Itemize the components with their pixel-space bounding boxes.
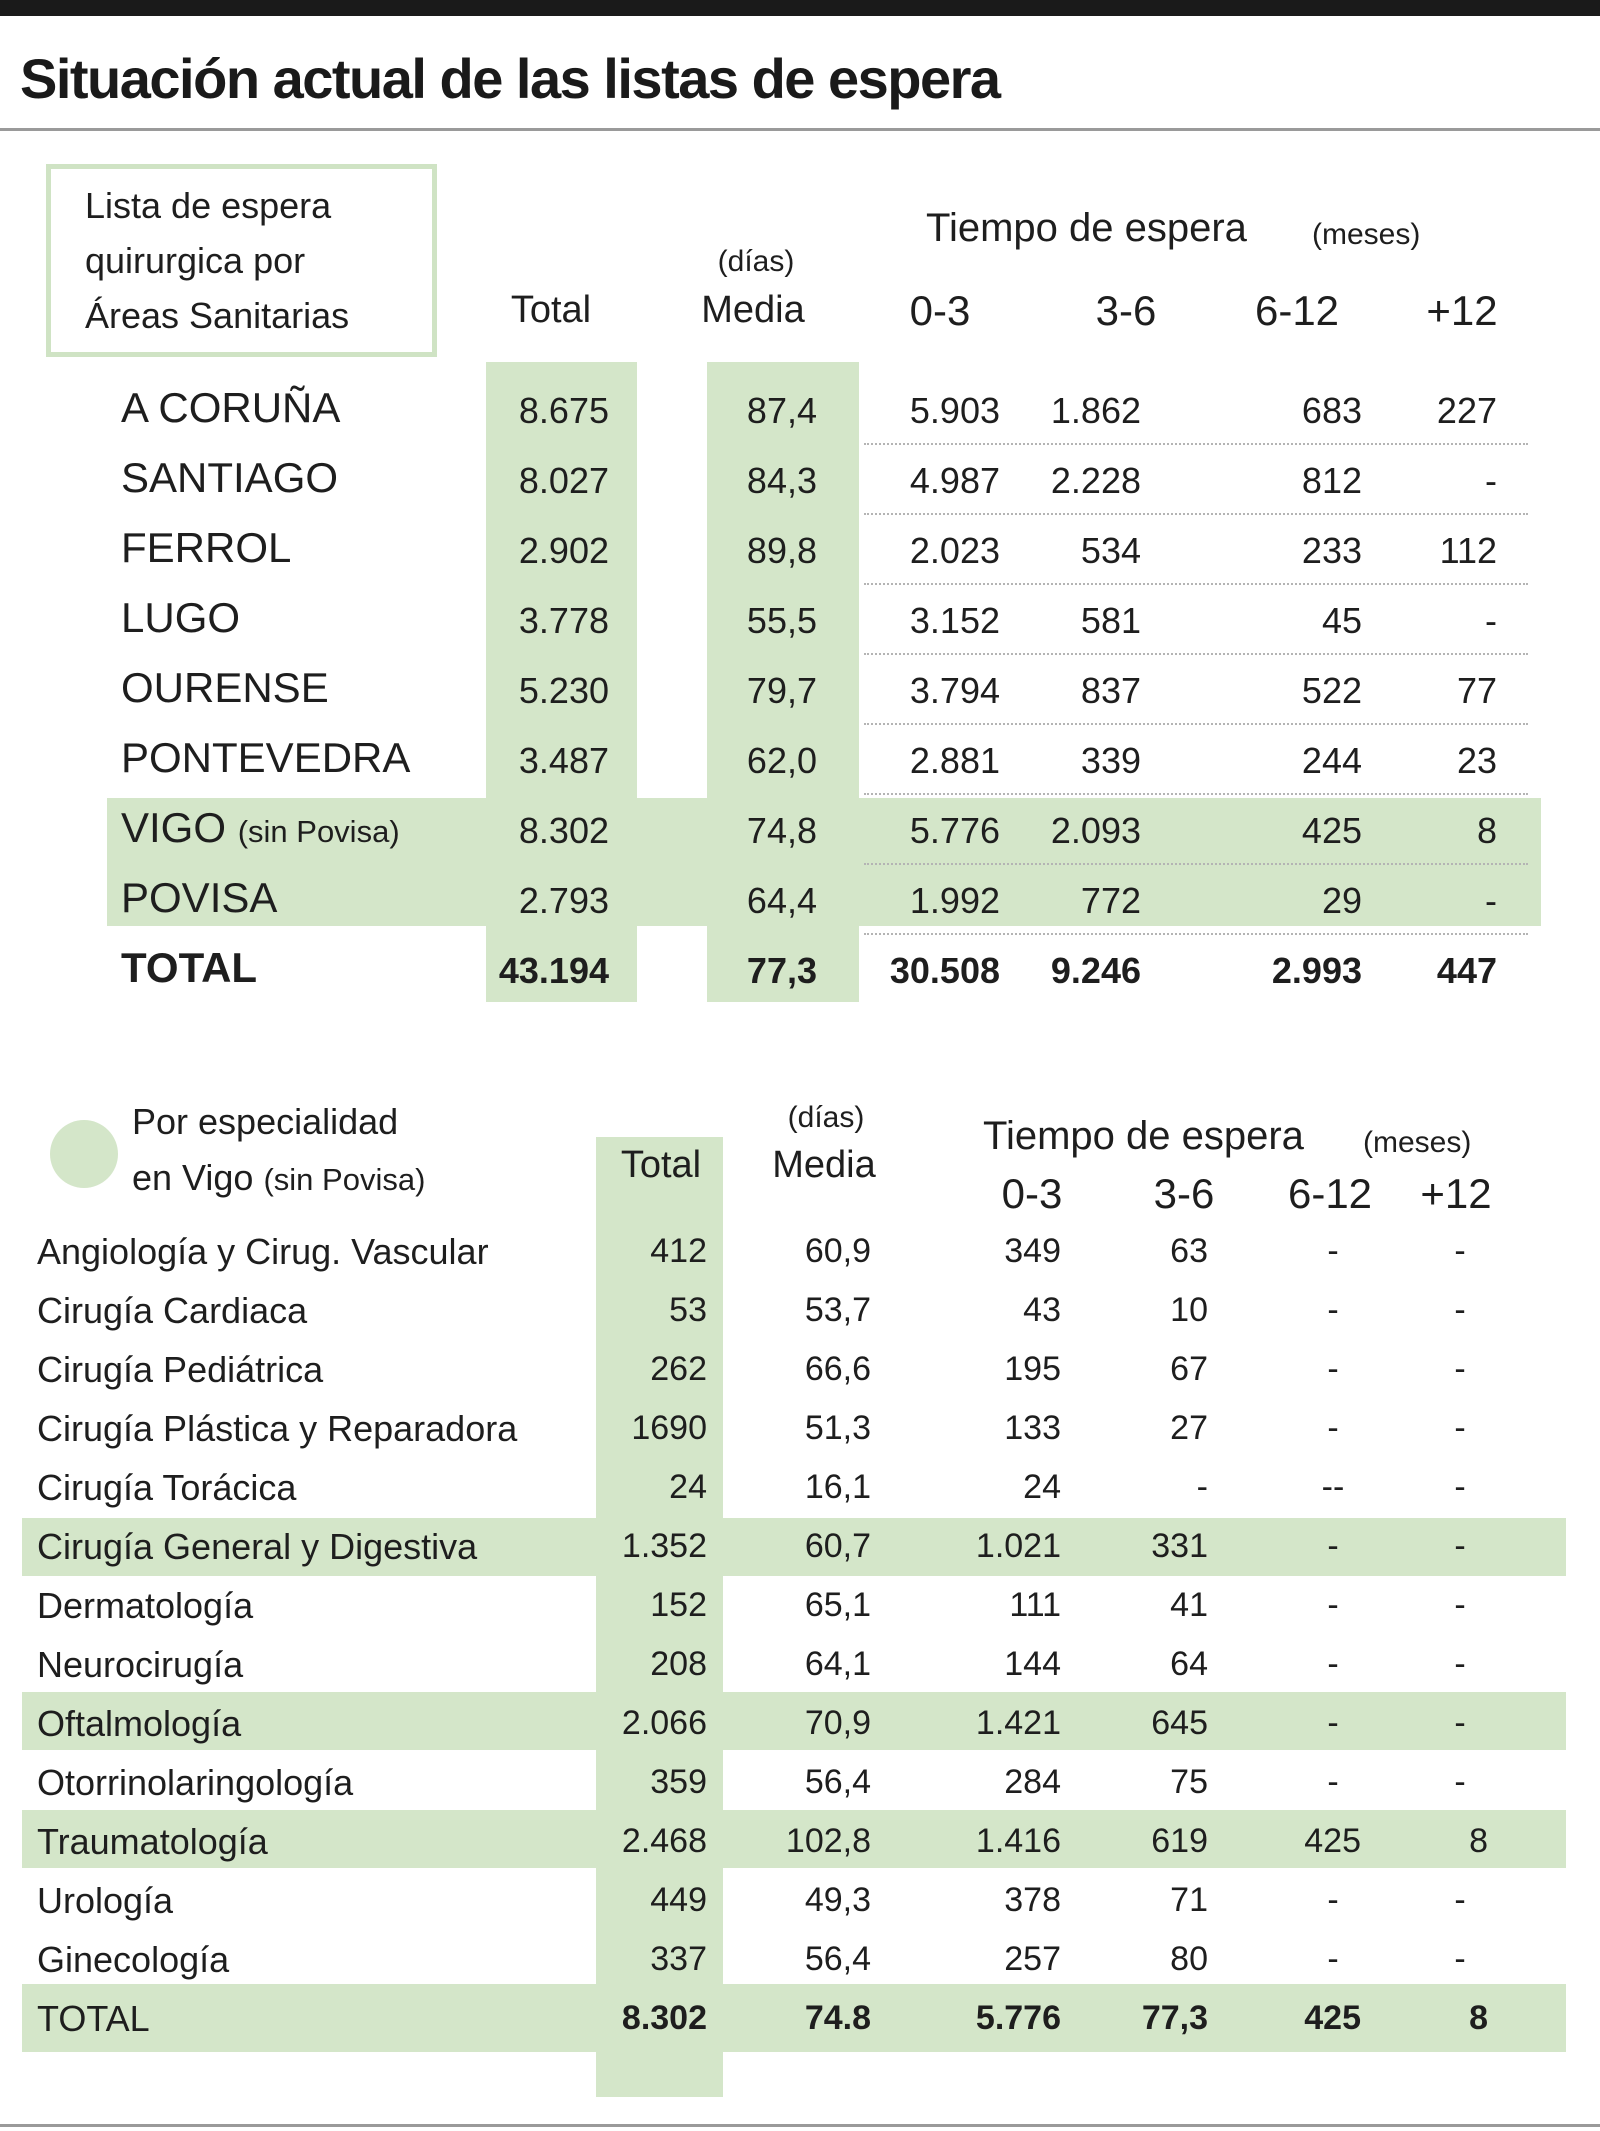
cell-r03: 1.416: [975, 1822, 1061, 1860]
table-row: [0, 656, 1600, 726]
cell-media: 64,1: [804, 1645, 871, 1683]
header-media-s2: Media: [772, 1144, 876, 1186]
cell-total: 5.230: [518, 670, 609, 711]
cell-r36: 64: [1170, 1645, 1208, 1683]
row-separator: [864, 863, 1528, 865]
specialty-name: Angiología y Cirug. Vascular: [37, 1231, 489, 1272]
cell-r612: -: [1327, 1409, 1339, 1447]
table-row: [0, 1517, 1600, 1576]
cell-r12: -: [1454, 1881, 1466, 1919]
cell-r36: 1.862: [1050, 390, 1141, 431]
specialty-name: Oftalmología: [37, 1703, 242, 1744]
cell-r03: 5.903: [909, 390, 1000, 431]
specialty-name: Neurocirugía: [37, 1644, 244, 1685]
cell-r36: 10: [1170, 1291, 1208, 1329]
cell-r03: 24: [1023, 1468, 1061, 1506]
cell-r36: 619: [1151, 1822, 1208, 1860]
cell-r36: 75: [1170, 1763, 1208, 1801]
cell-r612: 425: [1301, 810, 1362, 851]
cell-r03: 30.508: [889, 950, 1000, 991]
area-name-text: PONTEVEDRA: [121, 734, 411, 781]
header-range-12: +12: [1426, 287, 1498, 334]
cell-r36: 41: [1170, 1586, 1208, 1624]
cell-r612: 244: [1301, 740, 1362, 781]
cell-r12: 77: [1456, 670, 1497, 711]
cell-r03: 1.021: [975, 1527, 1061, 1565]
cell-r03: 349: [1004, 1232, 1061, 1270]
row-separator: [864, 723, 1528, 725]
table-row: [0, 866, 1600, 936]
area-name-text: TOTAL: [121, 944, 258, 991]
header-tiempo-s2: Tiempo de espera: [983, 1114, 1304, 1158]
table-row: [0, 376, 1600, 446]
area-name: [121, 664, 329, 712]
cell-r12: -: [1485, 880, 1497, 921]
specialty-name: Urología: [37, 1880, 174, 1921]
row-separator: [864, 793, 1528, 795]
specialty-label-line2: [132, 1157, 425, 1199]
header-total-s2: Total: [620, 1144, 702, 1186]
table-row: [0, 1222, 1600, 1281]
cell-media: 102,8: [785, 1822, 871, 1860]
cell-total: 337: [650, 1940, 707, 1978]
cell-total: 43.194: [498, 950, 609, 991]
specialty-label-line1: Por especialidad: [132, 1101, 399, 1142]
cell-r03: 3.794: [909, 670, 1000, 711]
top-bar: [0, 0, 1600, 16]
specialty-label-sub: (sin Povisa): [263, 1162, 426, 1197]
cell-r36: 77,3: [1141, 1999, 1208, 2037]
specialty-name: Cirugía Pediátrica: [37, 1349, 324, 1390]
cell-r12: -: [1485, 460, 1497, 501]
cell-r612: 522: [1301, 670, 1362, 711]
specialty-name: Dermatología: [37, 1585, 254, 1626]
cell-r612: --: [1321, 1468, 1345, 1506]
cell-media: 60,9: [804, 1232, 871, 1270]
cell-media: 89,8: [746, 530, 817, 571]
cell-r612: -: [1327, 1763, 1339, 1801]
cell-r03: 3.152: [909, 600, 1000, 641]
header-tiempo-unit: (meses): [1312, 218, 1421, 251]
cell-r03: 378: [1004, 1881, 1061, 1919]
cell-total: 8.027: [518, 460, 609, 501]
cell-r612: 2.993: [1271, 950, 1362, 991]
table-row: [0, 586, 1600, 656]
cell-r12: -: [1454, 1291, 1466, 1329]
cell-r612: -: [1327, 1881, 1339, 1919]
cell-r612: 29: [1321, 880, 1362, 921]
cell-r612: 425: [1304, 1999, 1361, 2037]
cell-total: 2.468: [621, 1822, 707, 1860]
specialty-label-city: en Vigo: [132, 1157, 254, 1198]
cell-total: 8.302: [621, 1999, 707, 2037]
cell-media: 62,0: [746, 740, 817, 781]
cell-r612: 812: [1301, 460, 1362, 501]
cell-r12: -: [1454, 1586, 1466, 1624]
cell-r12: -: [1454, 1350, 1466, 1388]
cell-r12: 8: [1469, 1999, 1488, 2037]
cell-r36: 772: [1080, 880, 1141, 921]
cell-media: 49,3: [804, 1881, 871, 1919]
cell-r612: -: [1327, 1645, 1339, 1683]
cell-r03: 2.881: [909, 740, 1000, 781]
cell-r36: 2.093: [1050, 810, 1141, 851]
cell-r612: -: [1327, 1704, 1339, 1742]
cell-r03: 257: [1004, 1940, 1061, 1978]
area-name: [121, 734, 410, 782]
cell-r36: 67: [1170, 1350, 1208, 1388]
cell-r12: 447: [1436, 950, 1497, 991]
title-rule: [0, 128, 1600, 131]
cell-r03: 1.421: [975, 1704, 1061, 1742]
cell-r03: 284: [1004, 1763, 1061, 1801]
table-row: [0, 936, 1600, 1006]
area-name-text: POVISA: [121, 874, 278, 921]
table-row: [0, 1930, 1600, 1989]
cell-r12: -: [1454, 1940, 1466, 1978]
cell-total: 3.487: [518, 740, 609, 781]
cell-r03: 111: [1009, 1586, 1061, 1624]
specialty-name: Ginecología: [37, 1939, 230, 1980]
cell-media: 66,6: [804, 1350, 871, 1388]
table-row: [0, 796, 1600, 866]
specialty-name: Cirugía General y Digestiva: [37, 1526, 478, 1567]
cell-r36: 331: [1151, 1527, 1208, 1565]
cell-total: 24: [669, 1468, 707, 1506]
area-name-sub: (sin Povisa): [237, 814, 400, 849]
row-separator: [864, 513, 1528, 515]
cell-r36: 339: [1080, 740, 1141, 781]
cell-r36: 71: [1170, 1881, 1208, 1919]
header-range-3-6-s2: 3-6: [1153, 1170, 1215, 1217]
row-separator: [864, 653, 1528, 655]
cell-r12: 112: [1439, 530, 1497, 571]
cell-r12: -: [1454, 1645, 1466, 1683]
header-media: Media: [701, 289, 805, 331]
cell-media: 60,7: [804, 1527, 871, 1565]
area-name-text: FERROL: [121, 524, 292, 571]
table-row: [0, 1281, 1600, 1340]
header-range-6-12: 6-12: [1254, 287, 1340, 334]
cell-r36: -: [1196, 1468, 1208, 1506]
cell-media: 56,4: [804, 1940, 871, 1978]
table-row: [0, 1576, 1600, 1635]
cell-media: 16,1: [804, 1468, 871, 1506]
area-name: [121, 804, 400, 852]
cell-r12: -: [1454, 1704, 1466, 1742]
table-row: [0, 516, 1600, 586]
cell-r36: 581: [1080, 600, 1141, 641]
cell-total: 2.793: [518, 880, 609, 921]
header-range-12-s2: +12: [1420, 1170, 1492, 1217]
cell-total: 262: [650, 1350, 707, 1388]
cell-r03: 133: [1004, 1409, 1061, 1447]
table-row: [0, 1753, 1600, 1812]
cell-total: 1.352: [621, 1527, 707, 1565]
cell-media: 53,7: [804, 1291, 871, 1329]
areas-label-line: Lista de espera: [85, 185, 332, 226]
cell-r612: -: [1327, 1291, 1339, 1329]
cell-r36: 27: [1170, 1409, 1208, 1447]
table-row: [0, 1635, 1600, 1694]
cell-r12: -: [1454, 1232, 1466, 1270]
specialty-name: TOTAL: [37, 1998, 150, 2039]
cell-total: 152: [650, 1586, 707, 1624]
table-row: [0, 1694, 1600, 1753]
cell-total: 2.902: [518, 530, 609, 571]
header-media-unit-s2: (días): [787, 1101, 865, 1134]
cell-r12: -: [1454, 1468, 1466, 1506]
cell-media: 79,7: [746, 670, 817, 711]
area-name-text: A CORUÑA: [121, 384, 341, 431]
cell-total: 412: [650, 1232, 707, 1270]
cell-r12: -: [1454, 1527, 1466, 1565]
cell-r03: 2.023: [909, 530, 1000, 571]
specialty-name: Cirugía Plástica y Reparadora: [37, 1408, 518, 1449]
table-row: [0, 1871, 1600, 1930]
specialty-name: Otorrinolaringología: [37, 1762, 354, 1803]
cell-r12: 227: [1436, 390, 1497, 431]
row-separator: [864, 933, 1528, 935]
area-name: [121, 944, 257, 992]
cell-r36: 9.246: [1050, 950, 1141, 991]
cell-media: 55,5: [746, 600, 817, 641]
cell-r03: 1.992: [909, 880, 1000, 921]
cell-media: 77,3: [746, 950, 817, 991]
cell-total: 8.302: [518, 810, 609, 851]
cell-media: 84,3: [746, 460, 817, 501]
cell-total: 208: [650, 1645, 707, 1683]
header-tiempo: Tiempo de espera: [926, 206, 1247, 250]
cell-total: 2.066: [621, 1704, 707, 1742]
area-name: [121, 594, 240, 642]
table-row: [0, 1989, 1600, 2048]
table-row: [0, 1399, 1600, 1458]
table-row: [0, 1340, 1600, 1399]
cell-r03: 4.987: [909, 460, 1000, 501]
area-name: [121, 454, 338, 502]
area-name-text: LUGO: [121, 594, 241, 641]
cell-r612: 683: [1301, 390, 1362, 431]
cell-media: 64,4: [746, 880, 817, 921]
cell-r03: 144: [1004, 1645, 1061, 1683]
cell-total: 8.675: [518, 390, 609, 431]
specialty-name: Cirugía Cardiaca: [37, 1290, 308, 1331]
table-row: [0, 726, 1600, 796]
cell-r36: 2.228: [1050, 460, 1141, 501]
cell-media: 74.8: [804, 1999, 871, 2037]
bottom-rule: [0, 2124, 1600, 2127]
header-media-unit: (días): [717, 245, 795, 278]
cell-r12: 23: [1456, 740, 1497, 781]
cell-r12: -: [1485, 600, 1497, 641]
cell-total: 449: [650, 1881, 707, 1919]
header-range-0-3: 0-3: [909, 287, 971, 334]
cell-r12: -: [1454, 1763, 1466, 1801]
area-name: [121, 874, 277, 922]
areas-label-box: [46, 164, 437, 357]
header-total: Total: [510, 289, 592, 331]
cell-r03: 195: [1004, 1350, 1061, 1388]
row-separator: [864, 583, 1528, 585]
row-separator: [864, 443, 1528, 445]
cell-media: 87,4: [746, 390, 817, 431]
cell-r612: -: [1327, 1527, 1339, 1565]
cell-r12: 8: [1469, 1822, 1488, 1860]
header-range-0-3-s2: 0-3: [1001, 1170, 1063, 1217]
header-range-6-12-s2: 6-12: [1287, 1170, 1373, 1217]
cell-media: 74,8: [746, 810, 817, 851]
table-row: [0, 446, 1600, 516]
cell-r36: 837: [1080, 670, 1141, 711]
cell-media: 56,4: [804, 1763, 871, 1801]
cell-r612: -: [1327, 1350, 1339, 1388]
area-name-text: SANTIAGO: [121, 454, 339, 501]
cell-r612: 425: [1304, 1822, 1361, 1860]
areas-label-line: Áreas Sanitarias: [85, 295, 350, 336]
cell-r36: 534: [1080, 530, 1141, 571]
cell-r36: 645: [1151, 1704, 1208, 1742]
cell-r612: -: [1327, 1586, 1339, 1624]
cell-r03: 5.776: [909, 810, 1000, 851]
cell-total: 359: [650, 1763, 707, 1801]
cell-total: 3.778: [518, 600, 609, 641]
areas-label-line: quirurgica por: [85, 240, 306, 281]
cell-media: 51,3: [804, 1409, 871, 1447]
cell-r12: 8: [1476, 810, 1497, 851]
cell-r36: 63: [1170, 1232, 1208, 1270]
cell-r612: -: [1327, 1940, 1339, 1978]
area-name: [121, 524, 291, 572]
cell-media: 65,1: [804, 1586, 871, 1624]
table-row: [0, 1458, 1600, 1517]
area-name-text: VIGO: [121, 804, 227, 851]
page-title: Situación actual de las listas de espera: [20, 47, 1000, 110]
cell-r612: 45: [1321, 600, 1362, 641]
cell-total: 1690: [631, 1409, 707, 1447]
cell-media: 70,9: [804, 1704, 871, 1742]
cell-r12: -: [1454, 1409, 1466, 1447]
specialty-name: Traumatología: [37, 1821, 268, 1862]
section-marker-circle: [50, 1120, 118, 1188]
cell-r03: 5.776: [975, 1999, 1061, 2037]
specialty-name: Cirugía Torácica: [37, 1467, 297, 1508]
area-name-text: OURENSE: [121, 664, 329, 711]
cell-r612: 233: [1301, 530, 1362, 571]
cell-total: 53: [669, 1291, 707, 1329]
header-range-3-6: 3-6: [1095, 287, 1157, 334]
area-name: [121, 384, 340, 432]
table-row: [0, 1812, 1600, 1871]
cell-r03: 43: [1023, 1291, 1061, 1329]
cell-r36: 80: [1170, 1940, 1208, 1978]
cell-r612: -: [1327, 1232, 1339, 1270]
header-tiempo-unit-s2: (meses): [1363, 1126, 1472, 1159]
